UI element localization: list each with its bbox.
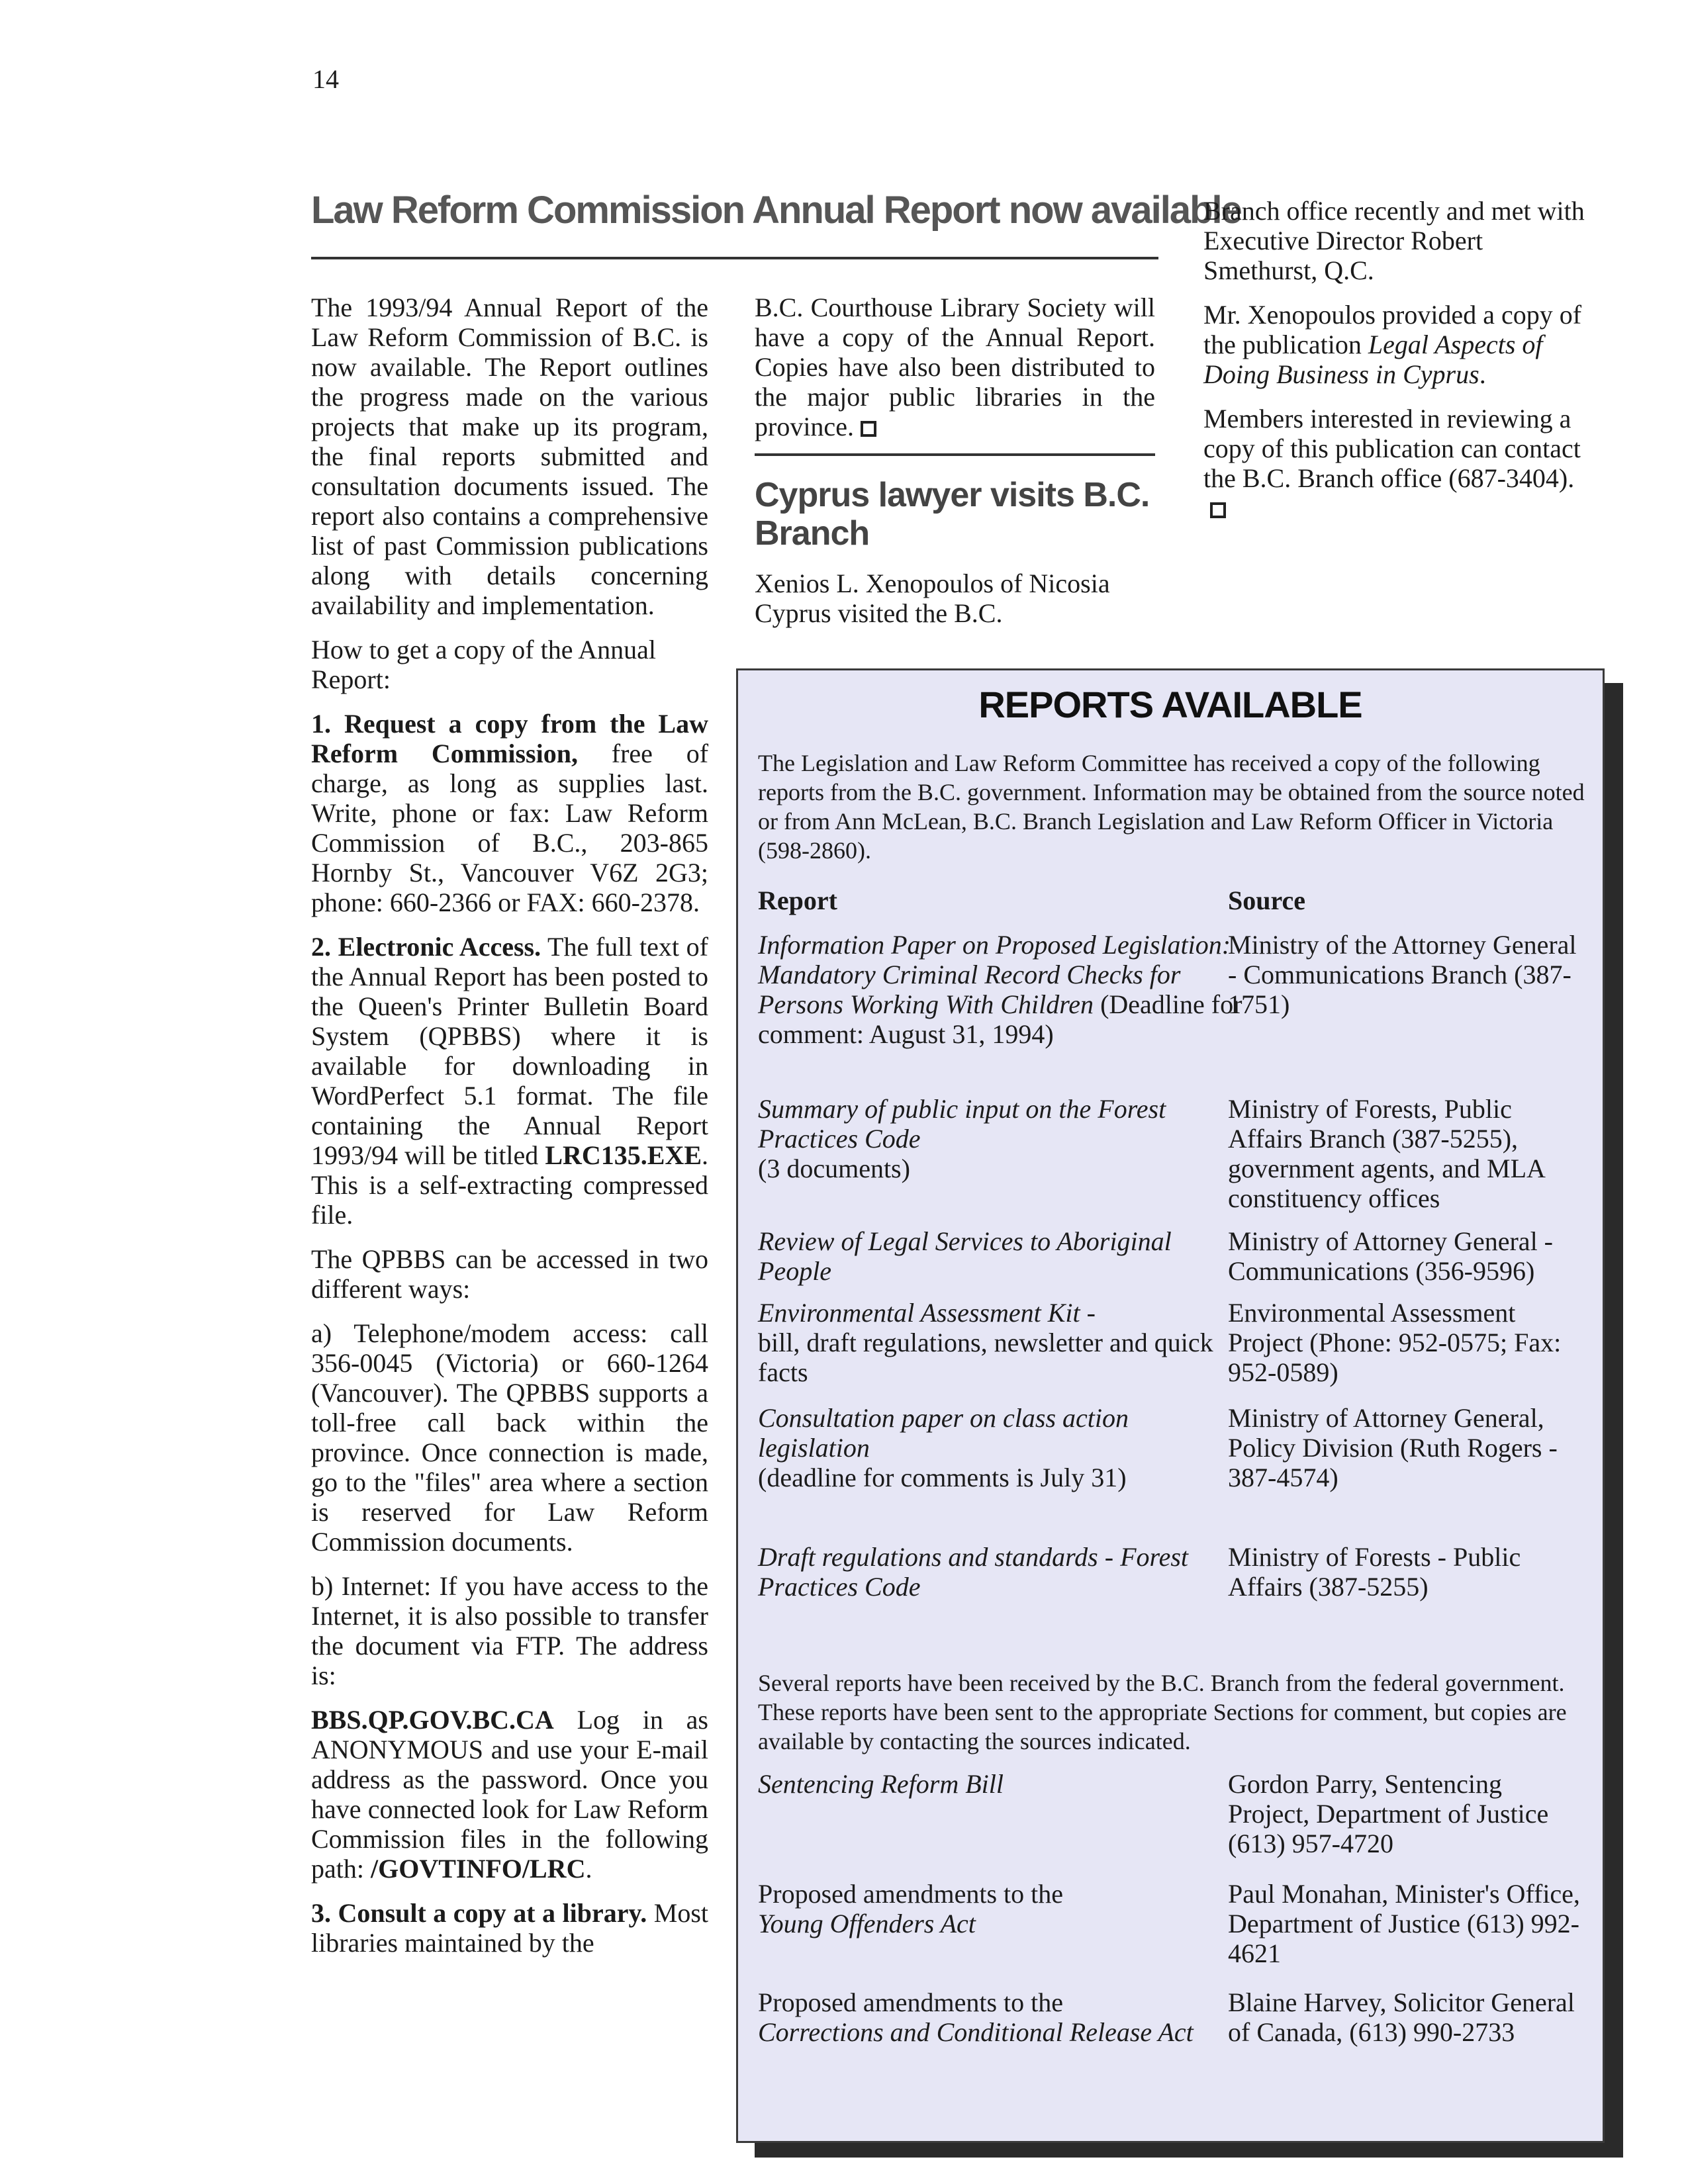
option-2-text: The full text of the Annual Report has been posted to the Queen's Printer Bulletin Board System (QPBBS) where it is available for downloading in WordPerfect 5.1 format. The file containing the Annual Report 1993/94 will be titled — [311, 932, 708, 1170]
federal-report-entry — [758, 1879, 1235, 1938]
ftp-paragraph — [311, 1705, 708, 1884]
ftp-path: /GOVTINFO/LRC — [370, 1854, 586, 1884]
courthouse-library-paragraph — [755, 293, 1155, 441]
cyprus-paragraph: Xenios L. Xenopoulos of Nicosia Cyprus visited the B.C. — [755, 569, 1110, 628]
report-source: Ministry of Attorney General, Policy Division (Ruth Rogers - 387-4574) — [1228, 1403, 1558, 1492]
report-entry — [758, 1094, 1235, 1183]
courthouse-library-text: B.C. Courthouse Library Society will have a copy of the Annual Report. Copies have also been distributed to the major public libraries in the province. — [755, 293, 1155, 441]
federal-report-source: Blaine Harvey, Solicitor General of Canada, (613) 990-2733 — [1228, 1987, 1575, 2047]
reports-title: REPORTS AVAILABLE — [978, 684, 1362, 725]
ftp-text-end: . — [585, 1854, 592, 1884]
report-title: Environmental Assessment Kit - — [758, 1298, 1096, 1328]
report-note: (Deadline for comment: August 31, 1994) — [758, 989, 1243, 1049]
report-entry — [758, 1298, 1235, 1387]
headline-rule — [311, 257, 1158, 259]
report-title: Information Paper on Proposed Legislation: Mandatory Criminal Record Checks for Persons Working With Children — [758, 930, 1231, 1019]
federal-report-title: Young Offenders Act — [758, 1909, 976, 1938]
report-note: bill, draft regulations, newsletter and quick facts — [758, 1328, 1213, 1387]
report-entry — [758, 1403, 1235, 1492]
federal-report-entry — [758, 1987, 1235, 2047]
option-2-text-end: . This is a self-extracting compressed file. — [311, 1140, 709, 1230]
publication-text: Mr. Xenopoulos provided a copy of the publication — [1203, 300, 1582, 359]
report-entry — [758, 1542, 1235, 1602]
federal-report-prefix: Proposed amendments to the — [758, 1987, 1064, 2017]
reports-available-box — [736, 668, 1605, 2143]
column-2 — [755, 293, 1155, 643]
publication-paragraph — [1203, 300, 1594, 389]
reports-intro: The Legislation and Law Reform Committee has received a copy of the following reports from the B.C. government. Information may be obtained from the source noted or from Ann McLean, B.C. Branch Legislation and Law Reform Officer in Victoria (598-2860). — [758, 750, 1585, 864]
end-mark-icon — [861, 421, 876, 437]
how-to-get-paragraph: How to get a copy of the Annual Report: — [311, 635, 656, 694]
section-rule — [755, 453, 1155, 456]
federal-report-entry — [758, 1769, 1235, 1799]
ftp-text: Log in as ANONYMOUS and use your E-mail address as the password. Once you have connected look for Law Reform Commission files in the following path: — [311, 1705, 708, 1884]
cyprus-continued-paragraph: Branch office recently and met with Executive Director Robert Smethurst, Q.C. — [1203, 196, 1585, 285]
option-3-lead: 3. Consult a copy at a library. — [311, 1898, 647, 1928]
cyprus-headline: Cyprus lawyer visits B.C. Branch — [755, 476, 1150, 553]
option-1-text: free of charge, as long as supplies last. Write, phone or fax: Law Reform Commission of B.C., 203-865 Hornby St., Vancouver V6Z 2G3; phone: 660-2366 or FAX: 660-2378. — [311, 739, 709, 917]
federal-report-prefix: Proposed amendments to the — [758, 1879, 1064, 1909]
contact-text: Members interested in reviewing a copy of this publication can contact the B.C. Branch office (687-3404). — [1203, 404, 1581, 493]
column-3 — [1203, 196, 1594, 537]
federal-report-title: Corrections and Conditional Release Act — [758, 2017, 1194, 2047]
federal-reports-intro: Several reports have been received by the B.C. Branch from the federal government. These reports have been sent to the appropriate Sections for comment, but copies are available by contacting the sources indicated. — [758, 1670, 1567, 1754]
ftp-address: BBS.QP.GOV.BC.CA — [311, 1705, 554, 1735]
report-source: Ministry of Forests, Public Affairs Branch (387-5255), government agents, and MLA constituency offices — [1228, 1094, 1544, 1213]
contact-paragraph — [1203, 404, 1594, 523]
annual-report-paragraph: The 1993/94 Annual Report of the Law Reform Commission of B.C. is now available. The Report outlines the progress made on the various projects that make up its program, the final reports submitted and consultation documents issued. The report also contains a comprehensive list of past Commission publications along with details concerning availability and implementation. — [311, 293, 708, 620]
internet-access-paragraph: b) Internet: If you have access to the Internet, it is also possible to transfer the document via FTP. The address is: — [311, 1571, 708, 1690]
report-source: Ministry of Forests - Public Affairs (387-5255) — [1228, 1542, 1521, 1602]
option-1-lead: 1. Request a copy from the Law Reform Commission, — [311, 709, 708, 768]
option-2-lead: 2. Electronic Access. — [311, 932, 541, 962]
publication-text-end: . — [1479, 359, 1486, 389]
telephone-access-paragraph: a) Telephone/modem access: call 356-0045 (Victoria) or 660-1264 (Vancouver). The QPBBS supports a toll-free call back within the province. Once connection is made, go to the "files" area where a section is reserved for Law Reform Commission documents. — [311, 1318, 708, 1557]
report-source: Ministry of the Attorney General - Communications Branch (387-1751) — [1228, 930, 1577, 1019]
page-number: 14 — [312, 64, 339, 94]
headline: Law Reform Commission Annual Report now available — [311, 189, 1241, 232]
source-column-header: Source — [1228, 886, 1306, 915]
report-title: Consultation paper on class action legislation — [758, 1403, 1129, 1463]
report-title: Review of Legal Services to Aboriginal People — [758, 1226, 1172, 1286]
report-column-header: Report — [758, 886, 837, 915]
report-note: (deadline for comments is July 31) — [758, 1463, 1127, 1492]
qpbbs-access-paragraph: The QPBBS can be accessed in two different ways: — [311, 1244, 708, 1304]
report-source: Ministry of Attorney General - Communications (356-9596) — [1228, 1226, 1553, 1286]
option-3-text: Most libraries maintained by the — [311, 1898, 708, 1958]
report-source: Environmental Assessment Project (Phone: 952-0575; Fax: 952-0589) — [1228, 1298, 1562, 1387]
option-1-paragraph — [311, 709, 708, 917]
option-2-paragraph — [311, 932, 708, 1230]
publication-title: Legal Aspects of Doing Business in Cyprus — [1203, 330, 1543, 389]
column-1 — [311, 293, 708, 1972]
federal-report-title: Sentencing Reform Bill — [758, 1769, 1004, 1799]
report-title: Summary of public input on the Forest Practices Code — [758, 1094, 1166, 1154]
federal-report-source: Paul Monahan, Minister's Office, Department of Justice (613) 992-4621 — [1228, 1879, 1580, 1968]
report-title: Draft regulations and standards - Forest Practices Code — [758, 1542, 1189, 1602]
federal-report-source: Gordon Parry, Sentencing Project, Department of Justice (613) 957-4720 — [1228, 1769, 1549, 1858]
report-entry — [758, 1226, 1235, 1286]
option-3-paragraph — [311, 1898, 708, 1958]
report-note: (3 documents) — [758, 1154, 910, 1183]
file-name: LRC135.EXE — [545, 1140, 702, 1170]
end-mark-icon — [1210, 502, 1226, 518]
